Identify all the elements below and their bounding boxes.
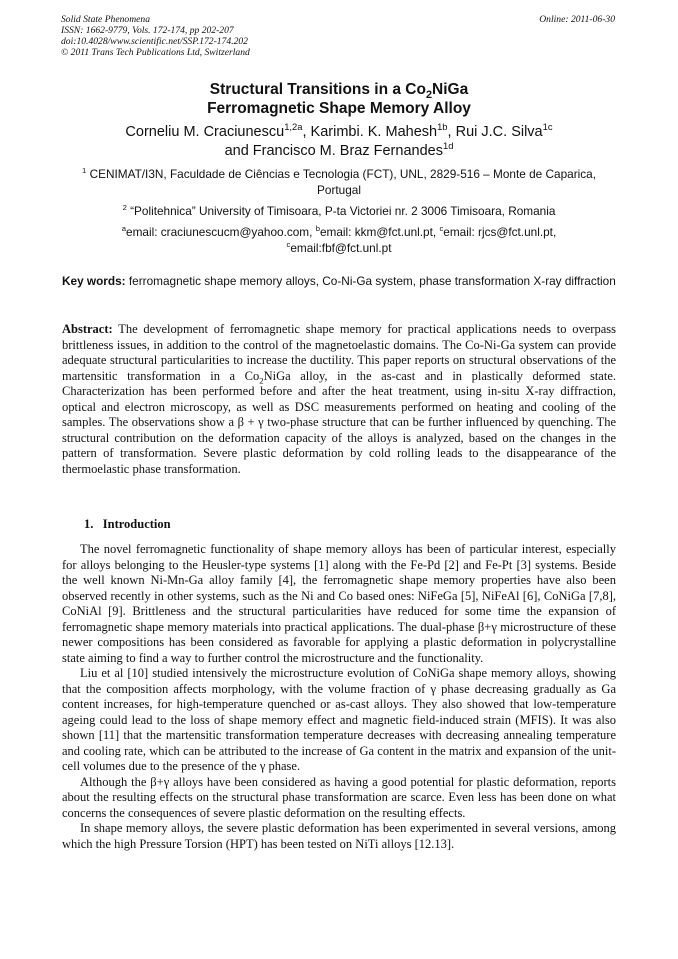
author-list [0, 123, 678, 161]
online-date: Online: 2011-06-30 [539, 14, 615, 25]
copyright-line: © 2011 Trans Tech Publications Ltd, Switzerland [61, 47, 250, 58]
title-line-1: Structural Transitions in a $Co_2NiGa$ [209, 81, 469, 102]
affiliation-1: $^1$ CENIMAT/I3N, Faculdade de Ciências e Tecnologia (FCT), UNL, 2829-516 – Monte de Caparica, Portugal [82, 166, 596, 197]
intro-paragraph-3: Although the β+γ alloys have been considered as having a good potential for plastic deformation, reports about the resulting effects on the structural phase transformation are scarce. Even less has been done on what concerns the consequences of severe plastic deformation on the resulting effects. [62, 774, 616, 820]
emails-line-2: $^c$email:fbf@fct.unl.pt [286, 240, 392, 255]
affiliation-2: $^2$ “Politehnica” University of Timisoara, P-ta Victoriei nr. 2 3006 Timisoara, Romania [122, 203, 556, 218]
page-header [61, 14, 615, 58]
title-line-2: Ferromagnetic Shape Memory Alloy [207, 100, 471, 117]
authors-line-1: Corneliu M. Craciunescu$^{1,2a}$, Karimbi. K. Mahesh$^{1b}$, Rui J.C. Silva$^{1c}$ [125, 121, 553, 140]
abstract: Abstract: The development of ferromagnetic shape memory for practical applications needs to overpass brittleness issues, in addition to the control of the magnetoelastic domains. The Co-Ni-Ga system can provide adequate structural particularities to increase the ductility. This paper reports on structural observations of the martensitic transformation in a $Co_2NiGa$ alloy, in the as-cast and in plastically deformed state. Characterization has been performed before and after the heat treatment, using in-situ X-ray diffraction, optical and electron microscopy, as well as DSC measurements performed on heating and cooling of the samples. The observations show a β + γ two-phase structure that can be further influenced by quenching. The structural contribution on the deformation capacity of the alloys is analyzed, based on the changes in the pattern of transformation. Severe plastic deformation by cold rolling leads to the disappearance of the thermoelastic phase transformation. [62, 322, 616, 476]
keywords [62, 273, 616, 289]
intro-paragraph-2: Liu et al [10] studied intensively the microstructure evolution of CoNiGa shape memory alloys, showing that the composition affects morphology, with the volume fraction of γ phase decreasing gradually as Ga content increases, for high-temperature quenched or as-cast alloys. They also showed that low-temperature ageing could lead to the loss of shape memory effect and magnetic field-induced strain (MFIS). It was also shown [11] that the martensitic transformation temperature decreases with decreasing annealing temperature and cooling rate, which can be attributed to the increase of Ga content in the matrix and expansion of the unit-cell volumes due to the presence of the γ phase. [62, 666, 616, 773]
intro-paragraph-1: The novel ferromagnetic functionality of shape memory alloys has been of particular interest, especially for alloys belonging to the Heusler-type systems [1] along with the Fe-Pd [2] and Fe-Pt [3] systems. Beside the well known Ni-Mn-Ga alloy family [4], the ferromagnetic shape memory properties have also been observed recently in other systems, such as the Ni and Co based ones: NiFeGa [5], NiFeAl [6], CoNiGa [7,8], CoNiAl [9]. Brittleness and the structural particularities have reduced for some time the expansion of ferromagnetic shape memory materials into practical applications. The dual-phase β+γ microstructure of these newer compositions has been considered as favorable for applying a plastic deformation in polycrystalline state aiming to find a way to further control the microstructure and the functionality. [62, 542, 616, 665]
doi-line: doi:10.4028/www.scientific.net/SSP.172-174.202 [61, 36, 248, 47]
author-emails [62, 224, 616, 256]
intro-paragraph-4: In shape memory alloys, the severe plastic deformation has been experimented in several versions, among which the high Pressure Torsion (HPT) has been tested on NiTi alloys [12.13]. [62, 821, 616, 851]
authors-line-2: and Francisco M. Braz Fernandes$^{1d}$ [224, 140, 454, 159]
keywords-label: Key words: [62, 274, 126, 288]
introduction-body [62, 542, 616, 852]
issn-line: ISSN: 1662-9779, Vols. 172-174, pp 202-207 [61, 25, 234, 36]
abstract-label: Abstract: [62, 322, 113, 336]
journal-name: Solid State Phenomena [61, 14, 150, 25]
keywords-text: ferromagnetic shape memory alloys, Co-Ni-Ga system, phase transformation X-ray diffraction [125, 274, 616, 288]
emails-line-1: $^a$email: craciunescucm@yahoo.com, $^b$email: kkm@fct.unl.pt, $^c$email: rjcs@fct.unl.pt, [121, 224, 557, 239]
paper-title [0, 80, 678, 118]
section-heading: 1. Introduction [84, 517, 171, 531]
